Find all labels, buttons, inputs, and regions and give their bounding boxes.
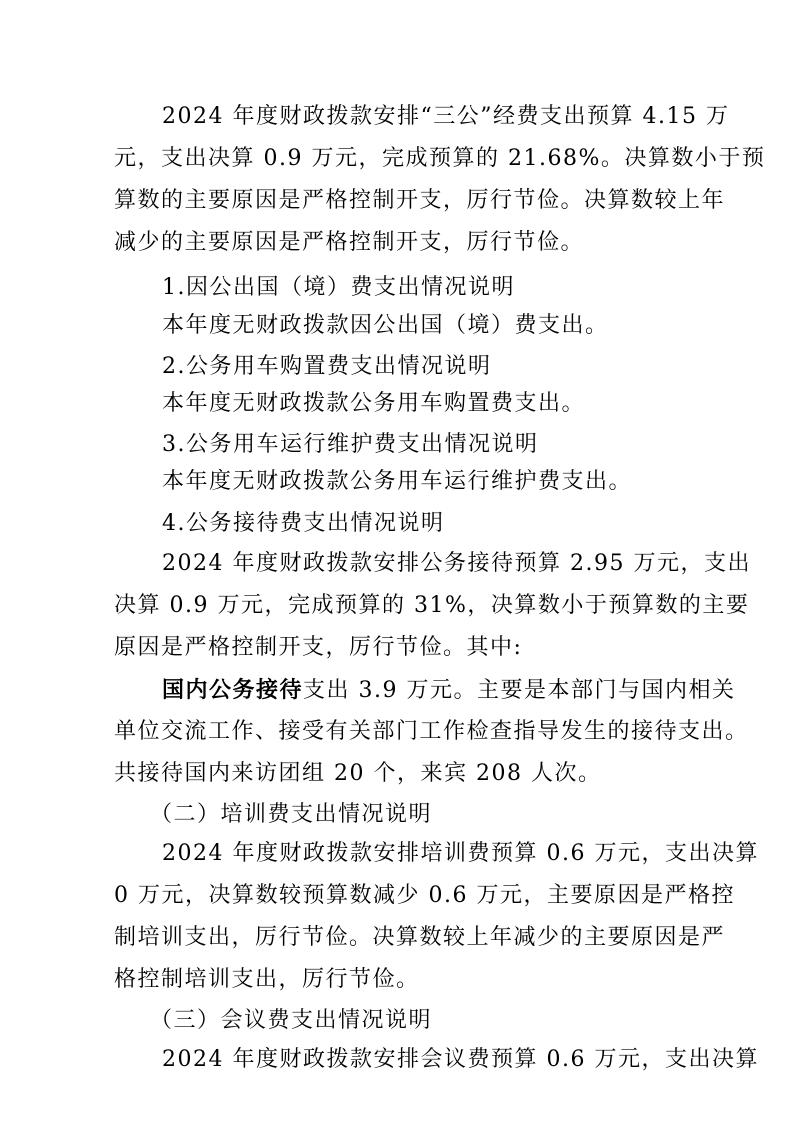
paragraph-line: 算数的主要原因是严格控制开支，厉行节俭。决算数较上年 — [114, 188, 726, 213]
section-heading: 1.因公出国（境）费支出情况说明 — [162, 275, 515, 300]
paragraph-line: 2024 年度财政拨款安排会议费预算 0.6 万元，支出决算 — [162, 1047, 759, 1072]
paragraph-line: 制培训支出，厉行节俭。决算数较上年减少的主要原因是严 — [114, 925, 726, 950]
paragraph-text: 支出 3.9 万元。主要是本部门与国内相关 — [303, 678, 736, 703]
paragraph-line: 2024 年度财政拨款安排培训费预算 0.6 万元，支出决算 — [162, 841, 759, 866]
section-heading: 2.公务用车购置费支出情况说明 — [162, 354, 492, 379]
paragraph-line: 元，支出决算 0.9 万元，完成预算的 21.68%。决算数小于预 — [114, 146, 766, 171]
paragraph-line: 本年度无财政拨款公务用车购置费支出。 — [162, 391, 586, 416]
paragraph-line: 2024 年度财政拨款安排“三公”经费支出预算 4.15 万 — [162, 104, 730, 129]
paragraph-line: 0 万元，决算数较预算数减少 0.6 万元，主要原因是严格控 — [114, 883, 735, 908]
paragraph-line: 本年度无财政拨款因公出国（境）费支出。 — [162, 313, 609, 338]
paragraph-line: 格控制培训支出，厉行节俭。 — [114, 967, 420, 992]
paragraph-line: 单位交流工作、接受有关部门工作检查指导发生的接待支出。 — [114, 719, 749, 744]
section-heading: （二）培训费支出情况说明 — [150, 802, 433, 827]
paragraph-line: 共接待国内来访团组 20 个，来宾 208 人次。 — [114, 761, 602, 786]
section-heading: 4.公务接待费支出情况说明 — [162, 511, 445, 536]
paragraph-line — [162, 675, 736, 706]
bold-term: 国内公务接待 — [162, 677, 304, 703]
section-heading: 3.公务用车运行维护费支出情况说明 — [162, 432, 539, 457]
paragraph-line: 决算 0.9 万元，完成预算的 31%，决算数小于预算数的主要 — [114, 593, 750, 618]
paragraph-line: 减少的主要原因是严格控制开支，厉行节俭。 — [114, 230, 585, 255]
paragraph-line: 本年度无财政拨款公务用车运行维护费支出。 — [162, 469, 633, 494]
section-heading: （三）会议费支出情况说明 — [150, 1008, 433, 1033]
paragraph-line: 2024 年度财政拨款安排公务接待预算 2.95 万元，支出 — [162, 551, 751, 576]
paragraph-line: 原因是严格控制开支，厉行节俭。其中: — [114, 635, 523, 660]
